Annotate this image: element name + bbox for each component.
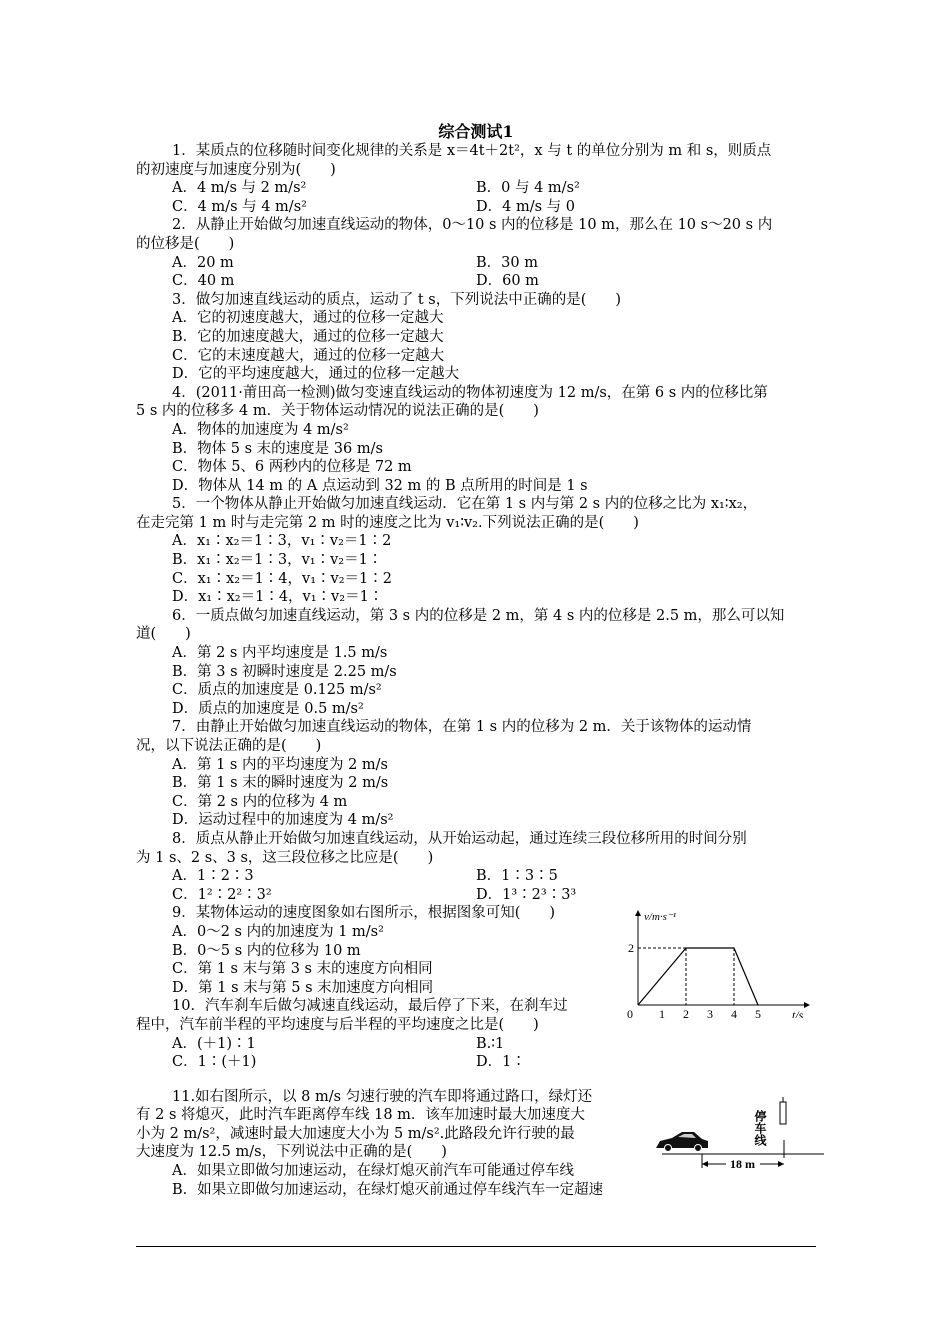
q1-option-b: B．0 与 4 m/s² [476, 180, 580, 197]
q3-option-a: A．它的初速度越大，通过的位移一定越大 [172, 310, 444, 327]
q1-stem-line2: 的初速度与加速度分别为( ) [136, 161, 336, 178]
q9-velocity-time-graph [626, 908, 811, 1018]
q1-options-row2 [136, 198, 816, 217]
q7-option-b: B．第 1 s 末的瞬时速度为 2 m/s [172, 775, 389, 792]
q3-option-d: D．它的平均速度越大，通过的位移一定越大 [172, 366, 460, 383]
q9-option-c: C．第 1 s 末与第 3 s 末的速度方向相同 [172, 961, 433, 978]
x-tick-5: 5 [755, 1007, 761, 1018]
q10-option-c: C．1∶(＋1) [172, 1054, 257, 1071]
q4-option-c: C．物体 5、6 两秒内的位移是 72 m [172, 459, 412, 476]
document-page [136, 118, 816, 1199]
traffic-light-icon [780, 1102, 786, 1124]
q1-stem-line1: 1．某质点的位移随时间变化规律的关系是 x＝4t＋2t²，x 与 t 的单位分别为 m 和 s，则质点 [172, 143, 772, 159]
q7-option-a: A．第 1 s 内的平均速度为 2 m/s [172, 756, 388, 773]
q8-option-a: A．1∶2∶3 [172, 868, 254, 885]
q11-option-b: B．如果立即做匀加速运动，在绿灯熄灭前通过停车线汽车一定超速 [172, 1181, 604, 1198]
q8-stem-line1: 8．质点从静止开始做匀加速直线运动，从开始运动起，通过连续三段位移所用的时间分别 [172, 830, 747, 847]
q5-option-b: B．x₁∶x₂＝1∶3，v₁∶v₂＝1∶ [172, 552, 383, 569]
q6-option-a: A．第 2 s 内平均速度是 1.5 m/s [172, 645, 388, 662]
q10-stem-line1: 10．汽车刹车后做匀减速直线运动，最后停了下来，在刹车过 [172, 998, 568, 1015]
q8-options-row2 [136, 886, 816, 905]
q8-stem-line2: 为 1 s、2 s、3 s，这三段位移之比应是( ) [136, 849, 434, 866]
q2-stem-line2: 的位移是( ) [136, 235, 235, 252]
q5-option-c: C．x₁∶x₂＝1∶4，v₁∶v₂＝1∶2 [172, 570, 392, 587]
q10-option-d: D．1∶ [476, 1054, 526, 1071]
x-tick-4: 4 [731, 1007, 737, 1018]
q3-option-c: C．它的末速度越大，通过的位移一定越大 [172, 347, 445, 364]
y-axis-label: v/m·s⁻¹ [644, 911, 677, 923]
q7-stem-line2: 况，以下说法正确的是( ) [136, 738, 322, 754]
q3-stem: 3．做匀加速直线运动的质点，运动了 t s，下列说法中正确的是( ) [172, 291, 622, 308]
q10-stem-line2: 程中，汽车前半程的平均速度与后半程的平均速度之比是( ) [136, 1016, 539, 1033]
q2-option-b: B．30 m [476, 254, 538, 271]
q11-stem-line1: 11.如右图所示，以 8 m/s 匀速行驶的汽车即将通过路口，绿灯还 [172, 1088, 593, 1105]
x-tick-3: 3 [707, 1007, 713, 1018]
q8-option-c: C．1²∶2²∶3² [172, 886, 272, 903]
velocity-line [638, 948, 758, 1005]
q2-options-row2 [136, 272, 816, 291]
q5-stem-line1: 5．一个物体从静止开始做匀加速直线运动．它在第 1 s 内与第 2 s 内的位移之比为 x₁∶x₂， [172, 496, 758, 513]
q6-option-b: B．第 3 s 初瞬时速度是 2.25 m/s [172, 663, 397, 680]
page-title: 综合测试1 [438, 122, 514, 141]
q10-options-row2 [136, 1053, 816, 1072]
car-icon [656, 1132, 708, 1152]
q11-stop-line-figure [656, 1096, 826, 1172]
q4-option-b: B．物体 5 s 末的速度是 36 m/s [172, 440, 383, 457]
q9-stem: 9．某物体运动的速度图象如右图所示，根据图象可知( ) [172, 905, 556, 922]
q10-option-a: A．(＋1)∶1 [172, 1035, 256, 1052]
x-tick-0: 0 [627, 1007, 633, 1018]
q2-stem-line1: 2．从静止开始做匀加速直线运动的物体，0～10 s 内的位移是 10 m，那么在 10 s～20 s 内 [172, 217, 773, 234]
q11-stem-line3: 小为 2 m/s²，减速时最大加速度大小为 5 m/s².此路段允许行驶的最 [136, 1125, 575, 1142]
q10-option-b: B.∶1 [476, 1035, 505, 1052]
q6-option-c: C．质点的加速度是 0.125 m/s² [172, 682, 382, 699]
q4-option-a: A．物体的加速度为 4 m/s² [172, 421, 349, 438]
x-axis-label: t/s [792, 1008, 804, 1018]
q8-option-d: D．1³∶2³∶3³ [476, 886, 577, 903]
q11-stem-line2: 有 2 s 将熄灭，此时汽车距离停车线 18 m．该车加速时最大加速度大 [136, 1107, 585, 1124]
bottom-rule [136, 1246, 816, 1247]
x-tick-2: 2 [683, 1007, 689, 1018]
q6-stem-line2: 道( ) [136, 626, 191, 643]
q2-option-d: D．60 m [476, 273, 539, 290]
q7-stem-line1: 7．由静止开始做匀加速直线运动的物体，在第 1 s 内的位移为 2 m．关于该物体的运动情 [172, 719, 752, 736]
q8-options-row1 [136, 867, 816, 886]
y-tick-2: 2 [628, 941, 634, 955]
q9-option-b: B．0～5 s 内的位移为 10 m [172, 942, 361, 959]
x-tick-1: 1 [659, 1007, 665, 1018]
q10-options-row1 [136, 1035, 816, 1054]
q4-stem-line1: 4．(2011·莆田高一检测)做匀变速直线运动的物体初速度为 12 m/s，在第 6 s 内的位移比第 [172, 384, 768, 401]
q6-option-d: D．质点的加速度是 0.5 m/s² [172, 700, 364, 717]
q11-option-a: A．如果立即做匀加速运动，在绿灯熄灭前汽车可能通过停车线 [172, 1163, 574, 1180]
q7-option-d: D．运动过程中的加速度为 4 m/s² [172, 812, 394, 829]
q9-option-a: A．0～2 s 内的加速度为 1 m/s² [172, 923, 384, 940]
y-axis-arrow [635, 910, 641, 916]
x-axis-arrow [804, 1002, 810, 1008]
q9-option-d: D．第 1 s 末与第 5 s 末加速度方向相同 [172, 979, 434, 996]
q4-stem-line2: 5 s 内的位移多 4 m．关于物体运动情况的说法正确的是( ) [136, 403, 539, 420]
q2-option-c: C．40 m [172, 273, 235, 290]
q11-stem-line4: 大速度为 12.5 m/s，下列说法中正确的是( ) [136, 1144, 447, 1161]
stop-line-label: 停车线 [753, 1110, 767, 1146]
distance-label: 18 m [730, 1157, 755, 1171]
q5-option-a: A．x₁∶x₂＝1∶3，v₁∶v₂＝1∶2 [172, 533, 392, 550]
q3-option-b: B．它的加速度越大，通过的位移一定越大 [172, 328, 444, 345]
q2-option-a: A．20 m [172, 254, 234, 271]
q1-options-row1 [136, 179, 816, 198]
q1-option-a: A．4 m/s 与 2 m/s² [172, 180, 307, 197]
q2-options-row1 [136, 254, 816, 273]
q8-option-b: B．1∶3∶5 [476, 868, 558, 885]
q1-option-c: C．4 m/s 与 4 m/s² [172, 198, 307, 215]
q6-stem-line1: 6．一质点做匀加速直线运动，第 3 s 内的位移是 2 m，第 4 s 内的位移是 2.5 m，那么可以知 [172, 607, 785, 624]
q5-stem-line2: 在走完第 1 m 时与走完第 2 m 时的速度之比为 v₁∶v₂.下列说法正确的是( ) [136, 514, 639, 531]
q1-option-d: D．4 m/s 与 0 [476, 198, 575, 215]
q7-option-c: C．第 2 s 内的位移为 4 m [172, 793, 348, 810]
q5-option-d: D．x₁∶x₂＝1∶4，v₁∶v₂＝1∶ [172, 589, 384, 606]
q4-option-d: D．物体从 14 m 的 A 点运动到 32 m 的 B 点所用的时间是 1 s [172, 477, 588, 494]
